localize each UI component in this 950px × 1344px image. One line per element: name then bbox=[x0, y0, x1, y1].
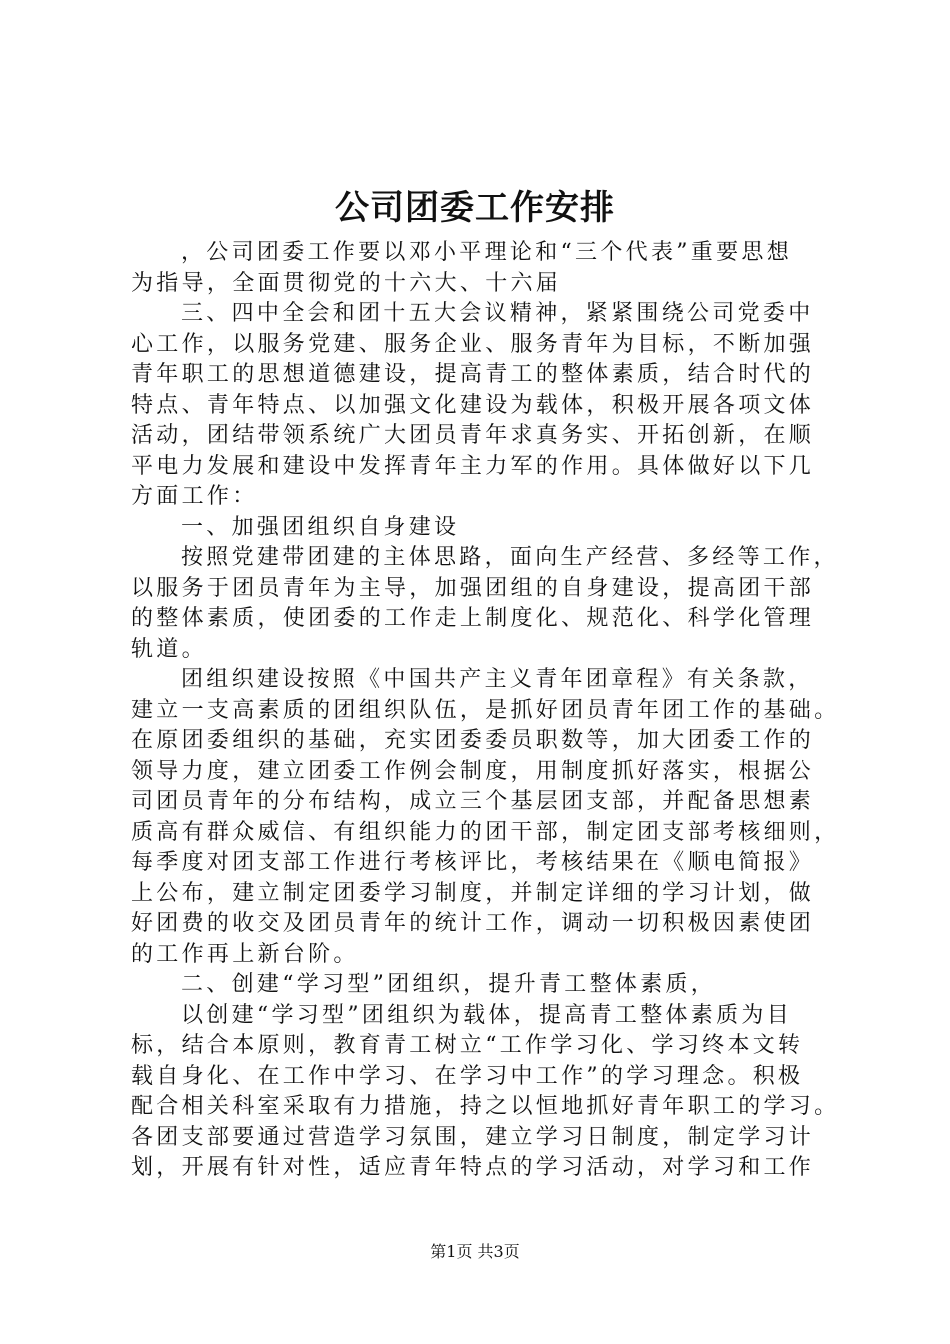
text-line: 各团支部要通过营造学习氛围，建立学习日制度，制定学习计 bbox=[131, 1124, 815, 1150]
text-line: 青年职工的思想道德建设，提高青工的整体素质，结合时代的 bbox=[131, 362, 815, 387]
text-line: 标，结合本原则，教育青工树立“工作学习化、学习终本文转 bbox=[131, 1033, 804, 1058]
page-title: 公司团委工作安排 bbox=[335, 188, 615, 228]
text-line: 上公布，建立制定团委学习制度，并制定详细的学习计划，做 bbox=[131, 880, 815, 906]
document-body bbox=[131, 238, 840, 1184]
text-line: 每季度对团支部工作进行考核评比，考核结果在《顺电简报》 bbox=[131, 850, 815, 875]
text-line: 二、创建“学习型”团组织，提升青工整体素质， bbox=[181, 972, 717, 997]
text-line: 划，开展有针对性，适应青年特点的学习活动，对学习和工作 bbox=[131, 1155, 815, 1180]
page-footer: 第1页 共3页 bbox=[430, 1242, 520, 1261]
text-line: 好团费的收交及团员青年的统计工作，调动一切积极因素使团 bbox=[131, 911, 815, 936]
text-line: 载自身化、在工作中学习、在学习中工作”的学习理念。积极 bbox=[131, 1063, 804, 1089]
text-line: ，公司团委工作要以邓小平理论和“三个代表”重要思想 bbox=[181, 240, 792, 265]
text-line: 司团员青年的分布结构，成立三个基层团支部，并配备思想素 bbox=[131, 789, 815, 814]
text-line: 质高有群众威信、有组织能力的团干部，制定团支部考核细则， bbox=[131, 819, 840, 845]
text-line: 的工作再上新台阶。 bbox=[131, 941, 359, 967]
text-line: 建立一支高素质的团组织队伍，是抓好团员青年团工作的基础。 bbox=[131, 697, 840, 723]
text-line: 心工作，以服务党建、服务企业、服务青年为目标，不断加强 bbox=[131, 331, 815, 357]
text-line: 为指导，全面贯彻党的十六大、十六届 bbox=[131, 270, 562, 296]
text-line: 按照党建带团建的主体思路，面向生产经营、多经等工作， bbox=[181, 545, 839, 570]
text-line: 轨道。 bbox=[131, 636, 207, 662]
text-line: 在原团委组织的基础，充实团委委员职数等，加大团委工作的 bbox=[131, 728, 815, 753]
text-line: 特点、青年特点、以加强文化建设为载体，积极开展各项文体 bbox=[131, 392, 815, 418]
text-line: 以服务于团员青年为主导，加强团组的自身建设，提高团干部 bbox=[131, 575, 815, 601]
text-line: 三、四中全会和团十五大会议精神，紧紧围绕公司党委中 bbox=[181, 301, 814, 326]
text-line: 活动，团结带领系统广大团员青年求真务实、开拓创新，在顺 bbox=[131, 423, 815, 448]
text-line: 一、加强团组织自身建设 bbox=[181, 514, 460, 540]
text-line: 团组织建设按照《中国共产主义青年团章程》有关条款， bbox=[181, 667, 814, 692]
text-line: 领导力度，建立团委工作例会制度，用制度抓好落实，根据公 bbox=[131, 758, 815, 784]
text-line: 以创建“学习型”团组织为载体，提高青工整体素质为目 bbox=[181, 1002, 792, 1028]
text-line: 平电力发展和建设中发挥青年主力军的作用。具体做好以下几 bbox=[131, 453, 815, 479]
text-line: 配合相关科室采取有力措施，持之以恒地抓好青年职工的学习。 bbox=[131, 1094, 840, 1119]
text-line: 的整体素质，使团委的工作走上制度化、规范化、科学化管理 bbox=[131, 606, 815, 631]
text-line: 方面工作： bbox=[131, 484, 258, 509]
